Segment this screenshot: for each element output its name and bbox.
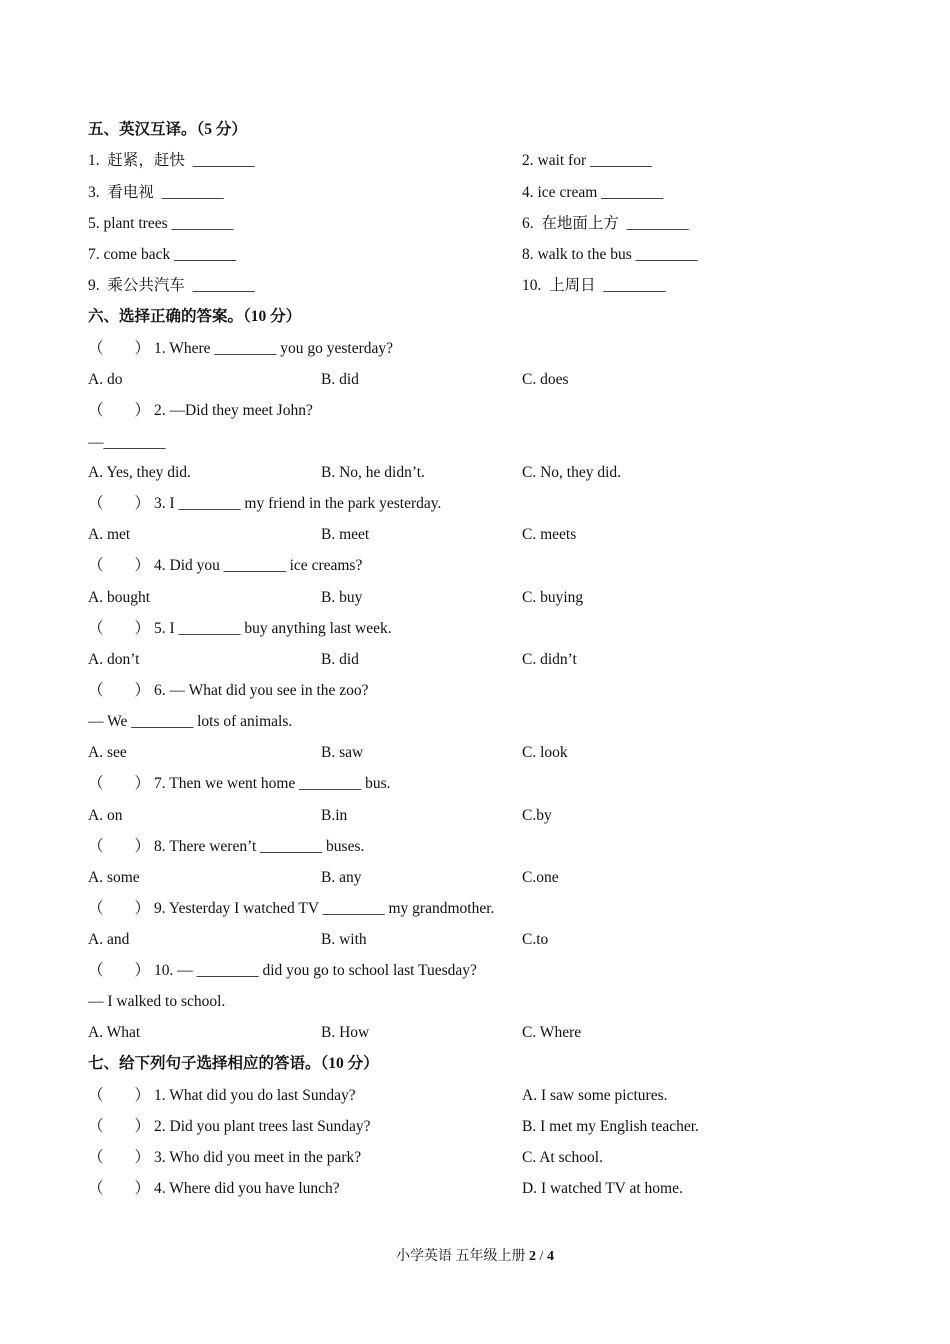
translation-item: 4. ice cream ________ bbox=[522, 184, 664, 201]
translation-item: 6. 在地面上方 ________ bbox=[522, 215, 689, 232]
option-a: A. don’t bbox=[88, 651, 140, 668]
question-line: —________ bbox=[88, 434, 166, 451]
option-c: C. does bbox=[522, 371, 569, 388]
translation-item: 3. 看电视 ________ bbox=[88, 184, 224, 201]
translation-row bbox=[88, 275, 666, 297]
page-number: 2 bbox=[529, 1249, 537, 1264]
section-6-title: 六、选择正确的答案。（10 分） bbox=[88, 308, 302, 325]
question-stem: （ ） 1. Where ________ you go yesterday? bbox=[88, 338, 393, 360]
options-row bbox=[88, 649, 577, 671]
option-a: A. What bbox=[88, 1024, 141, 1041]
matching-row bbox=[88, 1147, 603, 1169]
option-a: A. and bbox=[88, 931, 130, 948]
option-a: A. on bbox=[88, 807, 123, 824]
translation-row bbox=[88, 182, 664, 204]
option-b: B. any bbox=[321, 869, 362, 886]
matching-row bbox=[88, 1116, 699, 1138]
option-a: A. met bbox=[88, 526, 131, 543]
answer-blank[interactable]: （ ） bbox=[88, 1180, 151, 1197]
option-a: A. do bbox=[88, 371, 123, 388]
options-row bbox=[88, 805, 552, 827]
answer-blank[interactable]: （ ） bbox=[88, 1149, 151, 1166]
options-row bbox=[88, 867, 559, 889]
answer-blank[interactable]: （ ） bbox=[88, 402, 151, 419]
question-stem: （ ） 7. Then we went home ________ bus. bbox=[88, 773, 391, 795]
option-a: A. see bbox=[88, 744, 127, 761]
answer-blank[interactable]: （ ） bbox=[88, 340, 151, 357]
option-b: B. buy bbox=[321, 589, 363, 606]
option-b: B. did bbox=[321, 651, 359, 668]
matching-answer: B. I met my English teacher. bbox=[522, 1118, 699, 1135]
option-c: C. didn’t bbox=[522, 651, 577, 668]
option-c: C.to bbox=[522, 931, 549, 948]
option-b: B. No, he didn’t. bbox=[321, 464, 425, 481]
matching-answer: D. I watched TV at home. bbox=[522, 1180, 683, 1197]
section-5-title: 五、英汉互译。（5 分） bbox=[88, 121, 247, 138]
translation-item: 1. 赶紧，赶快 ________ bbox=[88, 152, 255, 169]
translation-item: 8. walk to the bus ________ bbox=[522, 246, 698, 263]
matching-question: 1. What did you do last Sunday? bbox=[154, 1087, 356, 1104]
question-stem: （ ） 6. — What did you see in the zoo? bbox=[88, 680, 369, 702]
options-row bbox=[88, 742, 568, 764]
option-a: A. Yes, they did. bbox=[88, 464, 191, 481]
question-stem: （ ） 4. Did you ________ ice creams? bbox=[88, 555, 362, 577]
answer-blank[interactable]: （ ） bbox=[88, 495, 151, 512]
answer-blank[interactable]: （ ） bbox=[88, 682, 151, 699]
translation-row bbox=[88, 244, 698, 266]
matching-row bbox=[88, 1178, 683, 1200]
option-c: C.by bbox=[522, 807, 552, 824]
option-b: B.in bbox=[321, 807, 348, 824]
option-c: C. Where bbox=[522, 1024, 582, 1041]
matching-question: 2. Did you plant trees last Sunday? bbox=[154, 1118, 371, 1135]
option-a: A. some bbox=[88, 869, 140, 886]
translation-item: 9. 乘公共汽车 ________ bbox=[88, 277, 255, 294]
option-c: C. No, they did. bbox=[522, 464, 622, 481]
translation-item: 5. plant trees ________ bbox=[88, 215, 234, 232]
answer-blank[interactable]: （ ） bbox=[88, 1087, 151, 1104]
option-a: A. bought bbox=[88, 589, 150, 606]
question-stem: （ ） 2. —Did they meet John? bbox=[88, 400, 313, 422]
question-stem: （ ） 8. There weren’t ________ buses. bbox=[88, 836, 364, 858]
answer-blank[interactable]: （ ） bbox=[88, 620, 151, 637]
option-b: B. meet bbox=[321, 526, 370, 543]
option-c: C. look bbox=[522, 744, 568, 761]
option-c: C. buying bbox=[522, 589, 584, 606]
question-line: — We ________ lots of animals. bbox=[88, 713, 293, 730]
answer-blank[interactable]: （ ） bbox=[88, 962, 151, 979]
matching-question: 4. Where did you have lunch? bbox=[154, 1180, 340, 1197]
answer-blank[interactable]: （ ） bbox=[88, 775, 151, 792]
option-b: B. How bbox=[321, 1024, 370, 1041]
matching-answer: C. At school. bbox=[522, 1149, 603, 1166]
options-row bbox=[88, 1022, 582, 1044]
answer-blank[interactable]: （ ） bbox=[88, 900, 151, 917]
option-b: B. saw bbox=[321, 744, 364, 761]
question-stem: （ ） 9. Yesterday I watched TV ________ my grandmother. bbox=[88, 898, 494, 920]
page-total: 4 bbox=[546, 1249, 554, 1264]
option-c: C. meets bbox=[522, 526, 577, 543]
option-b: B. did bbox=[321, 371, 359, 388]
options-row bbox=[88, 587, 584, 609]
answer-blank[interactable]: （ ） bbox=[88, 838, 151, 855]
translation-item: 7. come back ________ bbox=[88, 246, 237, 263]
translation-row bbox=[88, 213, 689, 235]
option-c: C.one bbox=[522, 869, 559, 886]
section-7-title: 七、给下列句子选择相应的答语。（10 分） bbox=[88, 1055, 379, 1072]
question-stem: （ ） 10. — ________ did you go to school last Tuesday? bbox=[88, 960, 477, 982]
option-b: B. with bbox=[321, 931, 367, 948]
matching-question: 3. Who did you meet in the park? bbox=[154, 1149, 362, 1166]
translation-row bbox=[88, 150, 653, 172]
options-row bbox=[88, 462, 622, 484]
page-footer: 小学英语 五年级上册 2 / 4 bbox=[396, 1249, 554, 1264]
question-stem: （ ） 5. I ________ buy anything last week. bbox=[88, 618, 392, 640]
matching-answer: A. I saw some pictures. bbox=[522, 1087, 668, 1104]
answer-blank[interactable]: （ ） bbox=[88, 1118, 151, 1135]
translation-item: 2. wait for ________ bbox=[522, 152, 653, 169]
options-row bbox=[88, 929, 549, 951]
question-stem: （ ） 3. I ________ my friend in the park yesterday. bbox=[88, 493, 441, 515]
question-line: — I walked to school. bbox=[88, 993, 226, 1010]
translation-item: 10. 上周日 ________ bbox=[522, 277, 666, 294]
options-row bbox=[88, 524, 577, 546]
answer-blank[interactable]: （ ） bbox=[88, 557, 151, 574]
matching-row bbox=[88, 1085, 668, 1107]
options-row bbox=[88, 369, 569, 391]
